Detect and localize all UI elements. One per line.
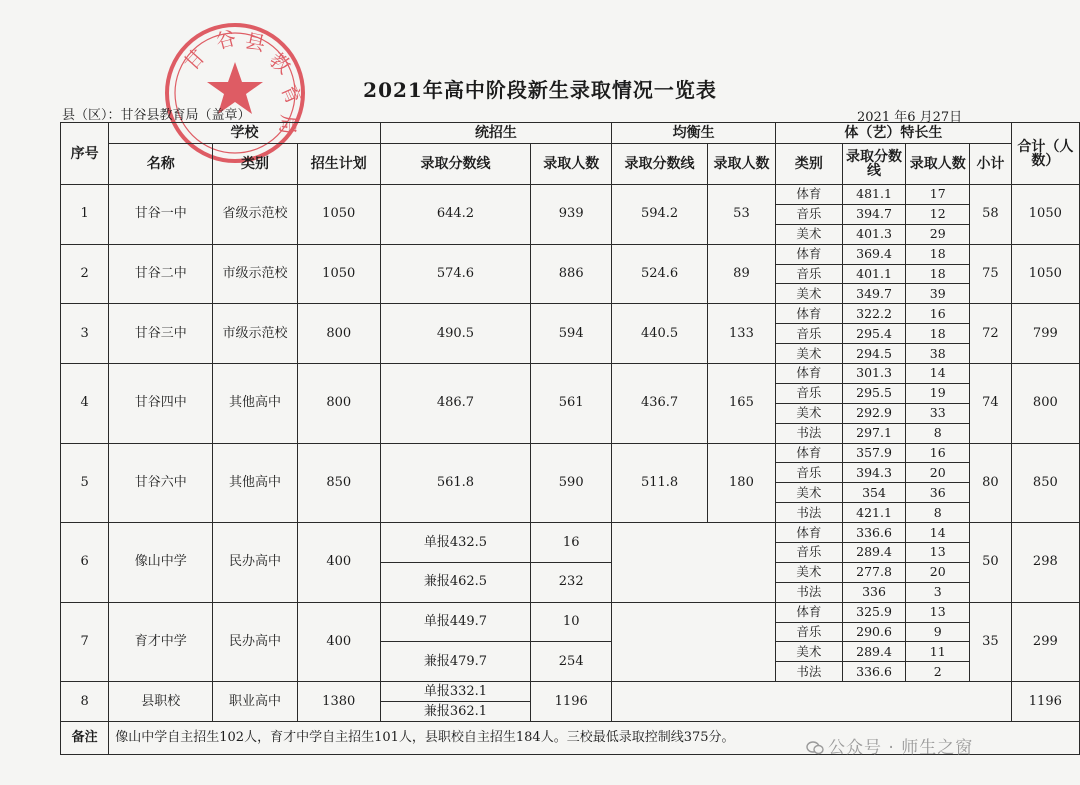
cell-special-count: 14 — [906, 523, 970, 543]
header-total: 合计（人数） — [1011, 123, 1079, 185]
cell-unified-score: 574.6 — [380, 244, 531, 304]
cell-special-count: 17 — [906, 185, 970, 205]
cell-seq: 1 — [61, 185, 109, 245]
cell-unified-score: 486.7 — [380, 364, 531, 444]
cell-school-name: 甘谷三中 — [109, 304, 213, 364]
cell-total: 1196 — [1011, 682, 1079, 722]
cell-plan: 1050 — [297, 185, 380, 245]
header-seq: 序号 — [61, 123, 109, 185]
cell-special-count: 13 — [906, 543, 970, 563]
table-row — [61, 523, 1080, 543]
chat-bubble-icon — [806, 741, 824, 755]
cell-unified-score: 兼报462.5 — [380, 562, 531, 602]
cell-special-count: 12 — [906, 204, 970, 224]
cell-special-type: 音乐 — [775, 543, 842, 563]
cell-plan: 800 — [297, 304, 380, 364]
cell-special-type: 音乐 — [775, 383, 842, 403]
header-unified-score: 录取分数线 — [380, 144, 531, 185]
cell-unified-count: 594 — [531, 304, 612, 364]
cell-special-score: 369.4 — [842, 244, 905, 264]
cell-unified-score: 单报432.5 — [380, 523, 531, 563]
cell-total: 800 — [1011, 364, 1079, 444]
cell-special-type: 音乐 — [775, 204, 842, 224]
cell-unified-score: 644.2 — [380, 185, 531, 245]
svg-text:谷: 谷 — [213, 25, 239, 54]
cell-special-count: 16 — [906, 304, 970, 324]
cell-special-type: 书法 — [775, 423, 842, 443]
table-row — [61, 602, 1080, 622]
cell-special-type: 美术 — [775, 562, 842, 582]
cell-special-score: 401.3 — [842, 224, 905, 244]
cell-balanced-count: 165 — [707, 364, 775, 444]
cell-special-score: 297.1 — [842, 423, 905, 443]
cell-special-score: 394.3 — [842, 463, 905, 483]
cell-special-score: 322.2 — [842, 304, 905, 324]
cell-seq: 3 — [61, 304, 109, 364]
header-subtotal: 小计 — [970, 144, 1011, 185]
cell-special-type: 体育 — [775, 523, 842, 543]
cell-special-type: 体育 — [775, 602, 842, 622]
cell-unified-count: 16 — [531, 523, 612, 563]
header-balanced: 均衡生 — [612, 123, 776, 144]
cell-subtotal: 74 — [970, 364, 1011, 444]
cell-special-type: 体育 — [775, 364, 842, 384]
svg-text:县: 县 — [242, 28, 268, 57]
cell-subtotal: 80 — [970, 443, 1011, 523]
cell-unified-count: 939 — [531, 185, 612, 245]
cell-balanced-count: 53 — [707, 185, 775, 245]
cell-special-count: 2 — [906, 662, 970, 682]
cell-subtotal: 50 — [970, 523, 1011, 603]
header-balanced-count: 录取人数 — [707, 144, 775, 185]
cell-subtotal: 58 — [970, 185, 1011, 245]
cell-special-type: 美术 — [775, 483, 842, 503]
cell-total: 1050 — [1011, 185, 1079, 245]
table-row — [61, 443, 1080, 463]
cell-unified-score: 兼报479.7 — [380, 642, 531, 682]
note-text: 像山中学自主招生102人，育才中学自主招生101人，县职校自主招生184人。三校最低录取控制线375分。 — [109, 722, 1080, 755]
cell-special-count: 18 — [906, 324, 970, 344]
cell-special-score: 277.8 — [842, 562, 905, 582]
table-row — [61, 185, 1080, 205]
cell-special-type: 音乐 — [775, 622, 842, 642]
header-special: 体（艺）特长生 — [775, 123, 1011, 144]
cell-balanced-score: 524.6 — [612, 244, 708, 304]
cell-seq: 7 — [61, 602, 109, 682]
cell-school-category: 市级示范校 — [213, 304, 297, 364]
cell-plan: 850 — [297, 443, 380, 523]
cell-special-type: 体育 — [775, 304, 842, 324]
cell-total: 1050 — [1011, 244, 1079, 304]
cell-seq: 4 — [61, 364, 109, 444]
cell-special-score: 354 — [842, 483, 905, 503]
cell-special-type: 音乐 — [775, 324, 842, 344]
cell-special-count: 9 — [906, 622, 970, 642]
cell-plan: 400 — [297, 523, 380, 603]
cell-special-count: 18 — [906, 264, 970, 284]
cell-unified-score: 490.5 — [380, 304, 531, 364]
table-row — [61, 304, 1080, 324]
cell-balanced-count: 180 — [707, 443, 775, 523]
svg-text:甘: 甘 — [178, 44, 211, 76]
cell-unified-count: 10 — [531, 602, 612, 642]
cell-empty — [612, 682, 1011, 722]
cell-special-score: 325.9 — [842, 602, 905, 622]
cell-special-score: 336.6 — [842, 662, 905, 682]
cell-unified-count: 886 — [531, 244, 612, 304]
header-special-type: 类别 — [775, 144, 842, 185]
cell-unified-score: 单报449.7 — [380, 602, 531, 642]
header-category: 类别 — [213, 144, 297, 185]
cell-special-count: 16 — [906, 443, 970, 463]
header-unified-count: 录取人数 — [531, 144, 612, 185]
cell-special-count: 8 — [906, 503, 970, 523]
cell-special-score: 290.6 — [842, 622, 905, 642]
cell-school-name: 甘谷四中 — [109, 364, 213, 444]
cell-school-category: 民办高中 — [213, 602, 297, 682]
cell-seq: 5 — [61, 443, 109, 523]
cell-subtotal: 35 — [970, 602, 1011, 682]
cell-special-count: 18 — [906, 244, 970, 264]
cell-special-type: 音乐 — [775, 264, 842, 284]
cell-special-score: 336 — [842, 582, 905, 602]
admission-table — [60, 122, 1080, 755]
cell-special-count: 14 — [906, 364, 970, 384]
cell-balanced-score: 594.2 — [612, 185, 708, 245]
cell-balanced-empty — [612, 523, 776, 603]
watermark-text: 公众号 · 师生之窗 — [828, 738, 974, 758]
document-date: 2021 年6 月27日 — [857, 110, 963, 125]
cell-balanced-count: 89 — [707, 244, 775, 304]
cell-special-count: 20 — [906, 463, 970, 483]
table-row — [61, 144, 1080, 185]
cell-special-score: 301.3 — [842, 364, 905, 384]
cell-school-name: 甘谷一中 — [109, 185, 213, 245]
cell-special-type: 美术 — [775, 284, 842, 304]
cell-unified-count: 1196 — [531, 682, 612, 722]
header-special-count: 录取人数 — [906, 144, 970, 185]
cell-special-count: 13 — [906, 602, 970, 622]
svg-text:局: 局 — [275, 113, 301, 136]
cell-school-category: 其他高中 — [213, 443, 297, 523]
cell-special-score: 295.4 — [842, 324, 905, 344]
cell-unified-count: 254 — [531, 642, 612, 682]
header-plan: 招生计划 — [297, 144, 380, 185]
cell-special-score: 401.1 — [842, 264, 905, 284]
note-label: 备注 — [61, 722, 109, 755]
cell-plan: 1380 — [297, 682, 380, 722]
cell-school-category: 市级示范校 — [213, 244, 297, 304]
cell-special-count: 39 — [906, 284, 970, 304]
cell-balanced-count: 133 — [707, 304, 775, 364]
header-special-score: 录取分数线 — [842, 144, 905, 185]
header-school: 学校 — [109, 123, 380, 144]
header-unified: 统招生 — [380, 123, 612, 144]
cell-plan: 400 — [297, 602, 380, 682]
cell-special-type: 体育 — [775, 185, 842, 205]
table-row — [61, 123, 1080, 144]
cell-special-score: 336.6 — [842, 523, 905, 543]
cell-unified-count: 590 — [531, 443, 612, 523]
svg-text:教: 教 — [264, 47, 296, 79]
cell-seq: 8 — [61, 682, 109, 722]
cell-subtotal: 75 — [970, 244, 1011, 304]
cell-total: 799 — [1011, 304, 1079, 364]
cell-special-type: 书法 — [775, 503, 842, 523]
cell-special-score: 292.9 — [842, 403, 905, 423]
cell-total: 850 — [1011, 443, 1079, 523]
cell-special-score: 289.4 — [842, 642, 905, 662]
cell-seq: 6 — [61, 523, 109, 603]
cell-special-count: 29 — [906, 224, 970, 244]
cell-total: 298 — [1011, 523, 1079, 603]
cell-special-type: 体育 — [775, 244, 842, 264]
cell-special-count: 3 — [906, 582, 970, 602]
cell-unified-score: 561.8 — [380, 443, 531, 523]
cell-school-category: 民办高中 — [213, 523, 297, 603]
cell-balanced-score: 440.5 — [612, 304, 708, 364]
cell-special-score: 421.1 — [842, 503, 905, 523]
cell-special-score: 481.1 — [842, 185, 905, 205]
cell-special-count: 19 — [906, 383, 970, 403]
cell-school-category: 职业高中 — [213, 682, 297, 722]
cell-special-score: 295.5 — [842, 383, 905, 403]
cell-special-score: 349.7 — [842, 284, 905, 304]
cell-school-name: 甘谷六中 — [109, 443, 213, 523]
cell-special-count: 20 — [906, 562, 970, 582]
watermark — [806, 733, 973, 758]
cell-plan: 1050 — [297, 244, 380, 304]
cell-special-count: 36 — [906, 483, 970, 503]
cell-balanced-empty — [612, 602, 776, 682]
cell-special-type: 美术 — [775, 344, 842, 364]
cell-unified-count: 232 — [531, 562, 612, 602]
cell-special-count: 11 — [906, 642, 970, 662]
cell-unified-score: 兼报362.1 — [380, 702, 531, 722]
cell-unified-score: 单报332.1 — [380, 682, 531, 702]
page-title: 2021年高中阶段新生录取情况一览表 — [363, 78, 717, 102]
cell-school-name: 育才中学 — [109, 602, 213, 682]
cell-balanced-score: 511.8 — [612, 443, 708, 523]
cell-special-count: 33 — [906, 403, 970, 423]
cell-total: 299 — [1011, 602, 1079, 682]
cell-special-type: 书法 — [775, 662, 842, 682]
cell-special-type: 体育 — [775, 443, 842, 463]
cell-school-category: 其他高中 — [213, 364, 297, 444]
cell-special-score: 294.5 — [842, 344, 905, 364]
cell-school-name: 县职校 — [109, 682, 213, 722]
header-balanced-score: 录取分数线 — [612, 144, 708, 185]
header-name: 名称 — [109, 144, 213, 185]
cell-special-score: 357.9 — [842, 443, 905, 463]
cell-balanced-score: 436.7 — [612, 364, 708, 444]
table-row — [61, 364, 1080, 384]
cell-subtotal: 72 — [970, 304, 1011, 364]
cell-special-type: 音乐 — [775, 463, 842, 483]
cell-special-count: 38 — [906, 344, 970, 364]
cell-school-category: 省级示范校 — [213, 185, 297, 245]
svg-text:育: 育 — [276, 80, 307, 109]
cell-special-count: 8 — [906, 423, 970, 443]
cell-school-name: 甘谷二中 — [109, 244, 213, 304]
cell-special-score: 289.4 — [842, 543, 905, 563]
cell-plan: 800 — [297, 364, 380, 444]
cell-seq: 2 — [61, 244, 109, 304]
cell-special-type: 美术 — [775, 403, 842, 423]
cell-special-type: 书法 — [775, 582, 842, 602]
county-label: 县（区）：甘谷县教育局（盖章） — [62, 108, 251, 123]
cell-school-name: 像山中学 — [109, 523, 213, 603]
cell-unified-count: 561 — [531, 364, 612, 444]
table-row — [61, 244, 1080, 264]
cell-special-type: 美术 — [775, 224, 842, 244]
cell-special-score: 394.7 — [842, 204, 905, 224]
cell-special-type: 美术 — [775, 642, 842, 662]
